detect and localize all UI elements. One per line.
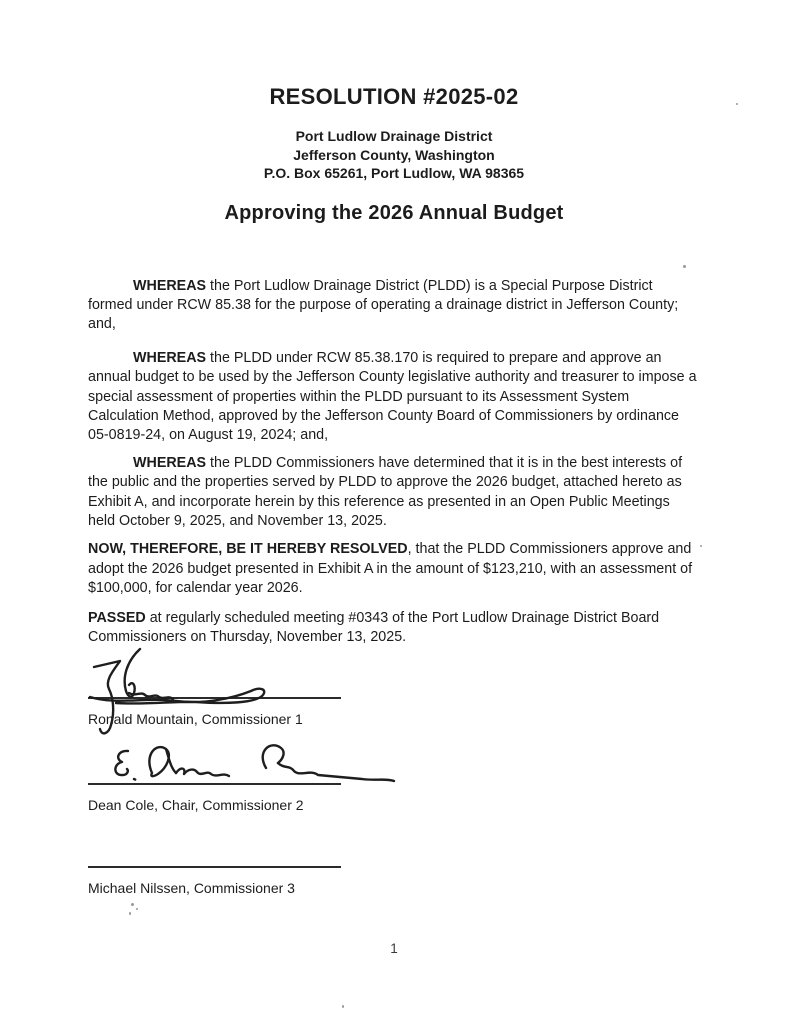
scan-speckle — [131, 903, 134, 906]
paragraph-whereas-2 — [88, 349, 700, 446]
org-name: Port Ludlow Drainage District — [295, 128, 493, 144]
scan-speckle — [136, 908, 138, 910]
resolution-subject: Approving the 2026 Annual Budget — [224, 201, 564, 224]
whereas-1-text: the Port Ludlow Drainage District (PLDD) is a Special Purpose District formed under RCW 85.38 for the purpose of operating a drainage district in Jefferson County; and, — [88, 277, 679, 333]
whereas-2-text: the PLDD under RCW 85.38.170 is required to prepare and approve an annual budget to be used by the Jefferson County legislative authority and treasurer to impose a special assessment of properties within the PLDD pursuant to its Assessment System Calculation Method, approved by the Jefferson County Board of Commissioners by ordinance 05-0819-24, on August 19, 2024; and, — [88, 349, 697, 444]
signature-name-commissioner-1: Ronald Mountain, Commissioner 1 — [88, 711, 303, 728]
passed-text: at regularly scheduled meeting #0343 of the Port Ludlow Drainage District Board Commissioners on Thursday, November 13, 2025. — [88, 609, 660, 645]
organization-block — [88, 127, 700, 183]
signature-block-commissioner-2 — [88, 783, 700, 814]
paragraph-whereas-1 — [88, 277, 700, 335]
whereas-3-text: the PLDD Commissioners have determined that it is in the best interests of the public and the properties served by PLDD to approve the 2026 budget, attached hereto as Exhibit A, and incorporate herein by this reference as presented in an Open Public Meetings held October 9, 2025, and November 13, 2025. — [88, 454, 683, 529]
signature-line — [88, 697, 341, 699]
scan-speckle — [700, 545, 702, 547]
resolution-title: RESOLUTION #2025-02 — [269, 84, 519, 109]
whereas-1-lead: WHEREAS — [133, 277, 207, 294]
org-county: Jefferson County, Washington — [293, 146, 495, 163]
signature-name-commissioner-3: Michael Nilssen, Commissioner 3 — [88, 880, 295, 897]
passed-lead: PASSED — [88, 609, 146, 626]
resolved-lead: NOW, THEREFORE, BE IT HEREBY RESOLVED — [88, 541, 408, 558]
scan-speckle — [129, 912, 131, 915]
signature-block-commissioner-1 — [88, 697, 700, 728]
paragraph-whereas-3 — [88, 454, 700, 532]
resolution-body — [88, 277, 700, 648]
signature-line — [88, 783, 341, 785]
scan-speckle — [736, 103, 738, 105]
signature-name-commissioner-2: Dean Cole, Chair, Commissioner 2 — [88, 797, 304, 814]
paragraph-resolved — [88, 540, 700, 598]
signature-block-commissioner-3 — [88, 866, 700, 897]
resolved-text: , that the PLDD Commissioners approve and adopt the 2026 budget presented in Exhibit A in the amount of $123,210, with an assessment of $100,000, for calendar year 2026. — [88, 541, 693, 597]
org-address: P.O. Box 65261, Port Ludlow, WA 98365 — [263, 165, 525, 181]
whereas-3-lead: WHEREAS — [133, 454, 207, 471]
page-number: 1 — [390, 941, 398, 957]
paragraph-passed — [88, 609, 700, 648]
handwritten-signature-dean-cole-ink — [110, 739, 400, 789]
scan-speckle — [683, 265, 686, 268]
whereas-2-lead: WHEREAS — [133, 349, 207, 366]
scan-speckle — [342, 1005, 344, 1008]
signature-line — [88, 866, 341, 868]
